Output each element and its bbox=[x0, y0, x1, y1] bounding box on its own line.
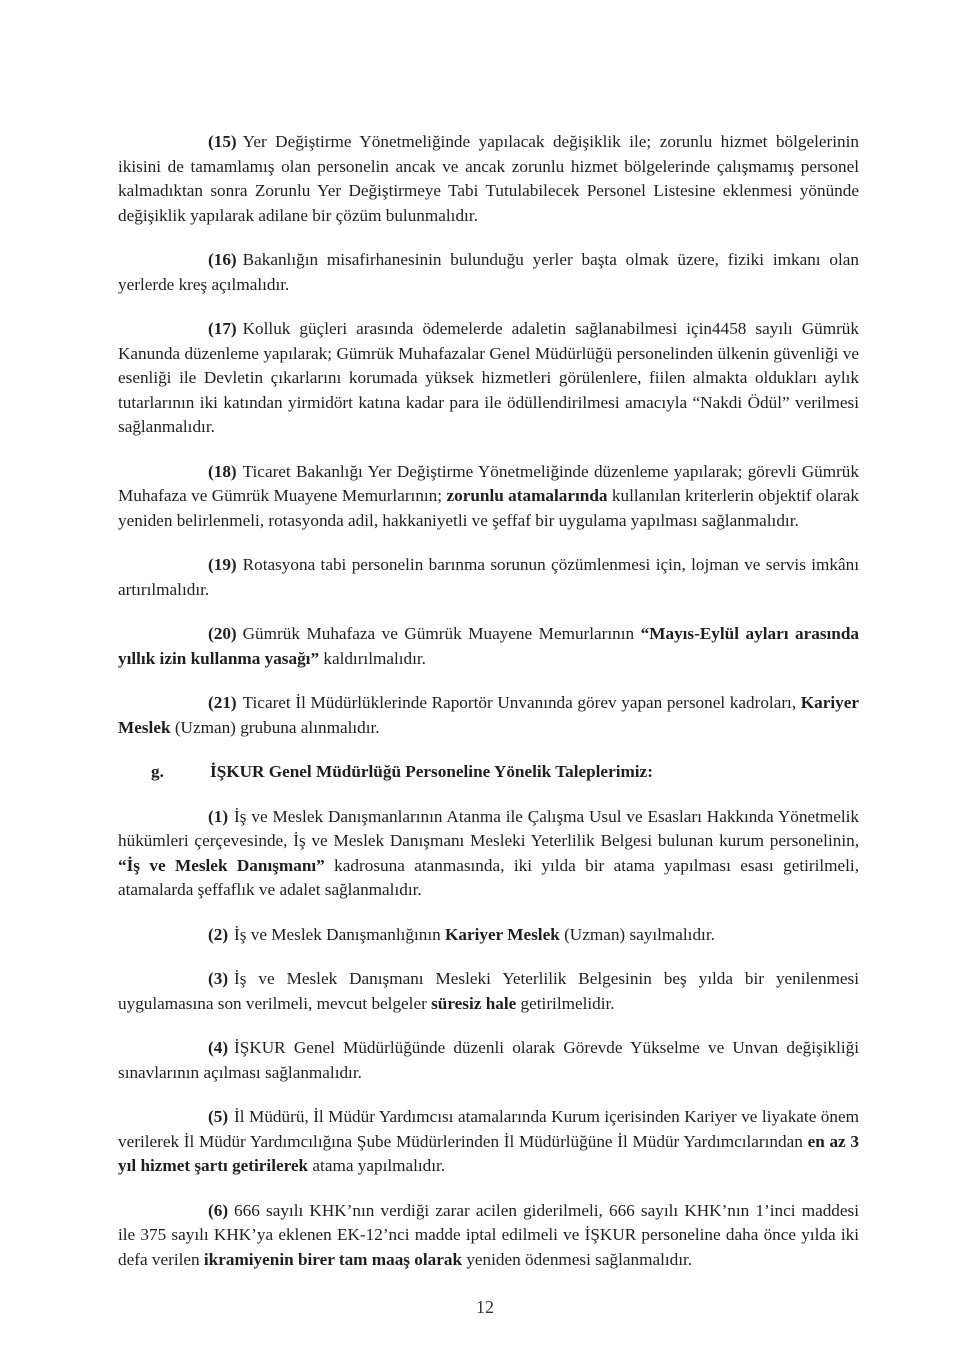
paragraph-g-2 bbox=[118, 923, 859, 948]
emphasis-text: ikramiyenin birer tam maaş olarak bbox=[203, 1249, 463, 1269]
emphasis-text: “İş ve Meslek Danışmanı” bbox=[118, 855, 325, 875]
emphasis-text: “Mayıs-Eylül ayları arasında yıllık izin kullanma yasağı” bbox=[118, 624, 859, 668]
paragraph-text: Kolluk güçleri arasında ödemelerde adaletin sağlanabilmesi için4458 sayılı Gümrük Kanunda düzenleme yapılarak; Gümrük Muhafazalar Genel Müdürlüğü personelinden ülkenin güvenliği ve esenliği ile Devletin çıkarlarını korumada yüksek hizmetleri görülenlere, fiilen almakta oldukları aylık tutarlarının iki katından yirmidört katına kadar para ile ödüllendirilmesi amacıyla “Nakdi Ödül” verilmesi sağlanmalıdır. bbox=[118, 319, 859, 436]
paragraph-text: kaldırılmalıdır. bbox=[319, 648, 426, 668]
item-number: (5) bbox=[208, 1107, 229, 1126]
item-number: (2) bbox=[208, 924, 229, 944]
item-number: (15) bbox=[208, 132, 237, 151]
emphasis-text: süresiz hale bbox=[431, 993, 517, 1013]
paragraph-19 bbox=[118, 553, 859, 602]
paragraph-text: Ticaret Bakanlığı Yer Değiştirme Yönetmeliğinde düzenleme yapılarak; görevli Gümrük Muhafaza ve Gümrük Muayene Memurlarının; bbox=[118, 461, 859, 505]
page-number: 12 bbox=[476, 1297, 494, 1317]
emphasis-text: en az 3 yıl hizmet şartı getirilerek bbox=[118, 1131, 859, 1175]
paragraph-text: yeniden ödenmesi sağlanmalıdır. bbox=[462, 1249, 693, 1269]
paragraph-text: Rotasyona tabi personelin barınma sorunun çözümlenmesi için, lojman ve servis imkânı artırılmalıdır. bbox=[118, 555, 859, 599]
paragraph-g-3 bbox=[118, 967, 859, 1016]
emphasis-text: Kariyer Meslek bbox=[445, 924, 560, 944]
paragraph-20 bbox=[118, 622, 859, 671]
section-heading-g bbox=[118, 760, 859, 785]
item-number: (18) bbox=[208, 461, 237, 481]
item-number: (16) bbox=[208, 250, 237, 269]
paragraph-text: Yer Değiştirme Yönetmeliğinde yapılacak değişiklik ile; zorunlu hizmet bölgelerinin ikisini de tamamlamış olan personelin ancak ve ancak zorunlu hizmet bölgelerinde çalışmamış personel kalmadıktan sonra Zorunlu Yer Değiştirmeye Tabi Tutulabilecek Personel Listesine eklenmesi yönünde değişiklik yapılarak adilane bir çözüm bulunmalıdır. bbox=[118, 132, 859, 225]
paragraph-text: İl Müdürü, İl Müdür Yardımcısı atamalarında Kurum içerisinden Kariyer ve liyakate önem verilerek İl Müdür Yardımcılığına Şube Müdürlerinden İl Müdürlüğüne İl Müdür Yardımcılarından bbox=[118, 1107, 859, 1151]
paragraph-text: Gümrük Muhafaza ve Gümrük Muayene Memurlarının bbox=[242, 624, 641, 643]
paragraph-g-1 bbox=[118, 805, 859, 903]
item-number: (4) bbox=[208, 1038, 229, 1057]
paragraph-text: Ticaret İl Müdürlüklerinde Raportör Unvanında görev yapan personel kadroları, bbox=[242, 693, 801, 712]
item-number: (1) bbox=[208, 806, 229, 826]
paragraph-text: İş ve Meslek Danışmanlığının bbox=[234, 924, 446, 944]
paragraph-21 bbox=[118, 691, 859, 740]
paragraph-g-5 bbox=[118, 1105, 859, 1179]
paragraph-text: Bakanlığın misafirhanesinin bulunduğu yerler başta olmak üzere, fiziki imkanı olan yerlerde kreş açılmalıdır. bbox=[118, 250, 859, 294]
item-number: (20) bbox=[208, 624, 237, 643]
paragraph-text: (Uzman) sayılmalıdır. bbox=[559, 924, 715, 944]
paragraph-text: İş ve Meslek Danışmanlarının Atanma ile Çalışma Usul ve Esasları Hakkında Yönetmelik hükümleri çerçevesinde, İş ve Meslek Danışmanı Mesleki Yeterlilik Belgesi bulunan kurum personelinin, bbox=[118, 806, 859, 850]
paragraph-text: İş ve Meslek Danışmanı Mesleki Yeterlilik Belgesinin beş yılda bir yenilenmesi uygulamasına son verilmeli, mevcut belgeler bbox=[118, 969, 859, 1013]
paragraph-18 bbox=[118, 460, 859, 534]
paragraph-text: 666 sayılı KHK’nın verdiği zarar acilen giderilmeli, 666 sayılı KHK’nın 1’inci maddesi ile 375 sayılı KHK’ya eklenen EK-12’nci madde iptal edilmeli ve İŞKUR personeline daha önce yılda iki defa verilen bbox=[118, 1200, 859, 1269]
item-number: (6) bbox=[208, 1200, 229, 1220]
emphasis-text: Kariyer Meslek bbox=[118, 693, 859, 737]
paragraph-16 bbox=[118, 248, 859, 297]
item-number: (21) bbox=[208, 693, 237, 712]
emphasis-text: zorunlu atamalarında bbox=[446, 486, 608, 505]
paragraph-15 bbox=[118, 130, 859, 228]
document-body bbox=[118, 130, 859, 1272]
item-number: (3) bbox=[208, 969, 229, 988]
paragraph-text: İŞKUR Genel Müdürlüğünde düzenli olarak Görevde Yükselme ve Unvan değişikliği sınavlarının açılması sağlanmalıdır. bbox=[118, 1038, 859, 1082]
paragraph-g-6 bbox=[118, 1199, 859, 1273]
paragraph-17 bbox=[118, 317, 859, 440]
item-number: (17) bbox=[208, 319, 237, 338]
paragraph-text: kullanılan kriterlerin objektif olarak yeniden belirlenmeli, rotasyonda adil, hakkaniyetli ve şeffaf bir uygulama yapılması sağlanmalıdır. bbox=[118, 486, 860, 530]
paragraph-g-4 bbox=[118, 1036, 859, 1085]
paragraph-text: atama yapılmalıdır. bbox=[308, 1156, 446, 1175]
paragraph-text: getirilmelidir. bbox=[516, 993, 615, 1013]
section-letter: g. bbox=[151, 762, 164, 781]
item-number: (19) bbox=[208, 555, 237, 574]
paragraph-text: kadrosuna atanmasında, iki yılda bir atama yapılması esası getirilmeli, atamalarda şeffaflık ve adalet sağlanmalıdır. bbox=[118, 855, 859, 899]
section-title: İŞKUR Genel Müdürlüğü Personeline Yönelik Taleplerimiz: bbox=[210, 762, 653, 781]
paragraph-text: (Uzman) grubuna alınmalıdır. bbox=[170, 717, 380, 737]
